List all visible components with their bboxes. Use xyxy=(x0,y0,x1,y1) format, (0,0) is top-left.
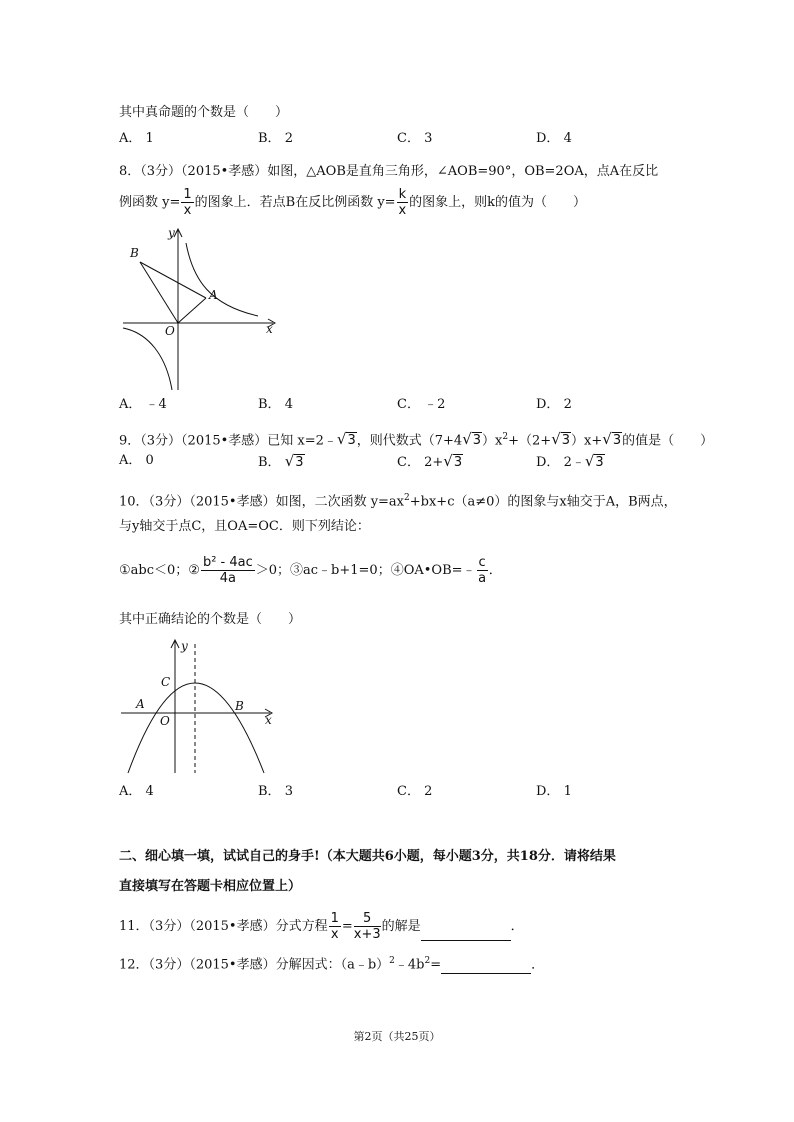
q9-option-d: D． 2﹣√3 xyxy=(536,452,604,470)
q9-stem: 9．（3分）（2015•孝感）已知 x=2﹣√3，则代数式$(7+4√3)x^2+(2+√3)x+√3$的值是（ ） xyxy=(119,430,714,449)
q8-label-o: O xyxy=(165,324,175,338)
q9-option-a: A． 0 xyxy=(119,453,154,468)
q10-label-x: x xyxy=(265,713,272,727)
q8-label-b: B xyxy=(130,246,139,260)
q8-option-d: D． 2 xyxy=(536,397,572,412)
q10-label-y: y xyxy=(181,639,188,653)
q10-option-d: D． 1 xyxy=(536,784,572,799)
q10-line2: 与y轴交于点C，且OA=OC．则下列结论： xyxy=(119,519,370,534)
q10-parabola xyxy=(128,683,264,773)
q8-label-a: A xyxy=(209,288,218,302)
q8-segment-ab xyxy=(140,262,206,298)
q10-label-o: O xyxy=(160,714,170,728)
q10-fraction-ca: $\frac{c}{a}$ xyxy=(478,555,487,586)
q10-label-c: C xyxy=(161,675,171,689)
q9-option-b: B． √3 xyxy=(258,452,304,470)
q10-label-b: B xyxy=(235,699,244,713)
q8-option-a: A． ﹣4 xyxy=(119,397,167,412)
q8-line2: 例函数 y= $\frac{1}{x}$ 的图象上．若点B在反比例函数 y= $\frac{k}{x}$ 的图象上，则k的值为（ ） xyxy=(119,187,587,218)
q10-option-b: B． 3 xyxy=(258,784,293,799)
q10-line1: 10．（3分）（2015•孝感）如图，二次函数 $y=ax^2+bx+c(a\ne 0)$的图象与x轴交于A，B两点， xyxy=(119,493,677,510)
q7-option-d: D． 4 xyxy=(536,131,572,146)
q10-fraction-disc: $\frac{\text{b² - 4ac}}{4a}$ xyxy=(202,555,253,586)
q10-stem: 其中正确结论的个数是（ ） xyxy=(119,612,302,627)
q11-fraction-5x3: $\frac{5}{x+3}$ xyxy=(353,911,381,942)
q12-answer-blank[interactable] xyxy=(441,959,531,974)
section-2-heading-line1: 二、细心填一填，试试自己的身手!（本大题共6小题，每小题3分，共18分．请将结果 xyxy=(119,849,616,864)
q7-option-b: B． 2 xyxy=(258,131,293,146)
q7-option-a: A． 1 xyxy=(119,131,154,146)
q10-figure xyxy=(118,638,283,778)
q9-option-c: C． 2+√3 xyxy=(397,452,463,470)
q8-fraction-k: $\frac{k}{x}$ xyxy=(398,187,407,218)
q10-option-a: A． 4 xyxy=(119,784,154,799)
q11-answer-blank[interactable] xyxy=(421,926,511,941)
q7-stem: 其中真命题的个数是（ ） xyxy=(119,105,289,120)
q10-option-c: C． 2 xyxy=(397,784,433,799)
q11-fraction-1x: $\frac{1}{x}$ xyxy=(330,911,339,942)
q8-line1: 8．（3分）（2015•孝感）如图，△AOB是直角三角形，∠AOB=90°，OB=2OA，点A在反比 xyxy=(119,164,659,179)
q8-option-b: B． 4 xyxy=(258,397,293,412)
q8-fraction-1: $\frac{1}{x}$ xyxy=(183,187,192,218)
q8-segment-oa xyxy=(178,298,206,323)
q7-option-c: C． 3 xyxy=(397,131,433,146)
page-footer: 第2页（共25页） xyxy=(353,1030,441,1043)
section-2-heading-line2: 直接填写在答题卡相应位置上） xyxy=(119,879,302,894)
q8-option-c: C． ﹣2 xyxy=(397,397,446,412)
q10-conclusions: ①abc＜0；② $\frac{\text{b² - 4ac}}{4a}$ ＞0；③ac﹣b+1=0；④OA•OB=﹣ $\frac{c}{a}$ ． xyxy=(119,555,502,586)
q8-label-x: x xyxy=(266,322,273,336)
q8-segment-ob xyxy=(140,262,178,323)
q10-label-a: A xyxy=(136,697,145,711)
q8-label-y: y xyxy=(168,226,175,240)
q8-figure xyxy=(118,225,283,395)
q8-hyperbola-q1 xyxy=(186,243,258,316)
q12-stem: 12．（3分）（2015•孝感）分解因式：$(a﹣b)^2﹣4b^2=$ ． xyxy=(119,956,545,973)
q11-stem: 11．（3分）（2015•孝感）分式方程 $\frac{1}{x}$ = $\frac{5}{x+3}$ 的解是 ． xyxy=(119,911,524,942)
